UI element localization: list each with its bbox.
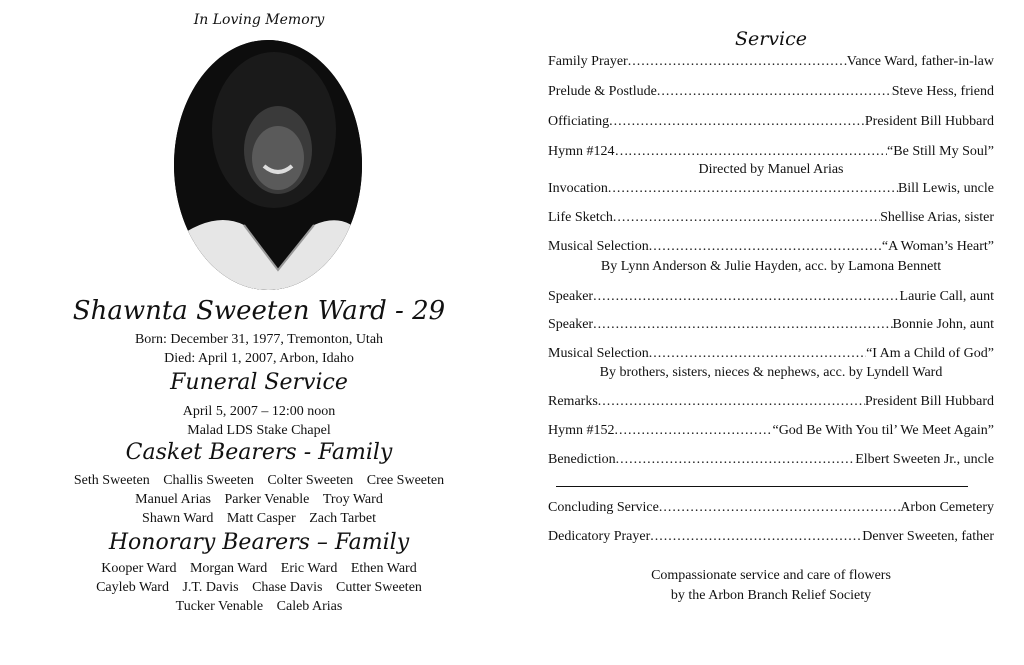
casket-row: [0, 471, 518, 490]
bearer-name: Parker Venable: [224, 492, 310, 507]
bearer-name: Ethen Ward: [350, 561, 417, 576]
program-person: Laurie Call, aunt: [899, 289, 994, 304]
program-person: President Bill Hubbard: [864, 394, 994, 409]
bearer-name: Colter Sweeten: [267, 473, 354, 488]
program-person: Denver Sweeten, father: [862, 529, 994, 544]
program-person: Bill Lewis, uncle: [897, 181, 994, 196]
program-note: By Lynn Anderson & Julie Hayden, acc. by Lamona Bennett: [600, 259, 942, 274]
leader-dots: [657, 83, 892, 101]
bearer-name: Shawn Ward: [142, 511, 214, 526]
leader-dots: [613, 209, 880, 227]
casket-row: [0, 509, 518, 528]
casket-row: [0, 490, 518, 509]
born-line: Born: December 31, 1977, Tremonton, Utah: [134, 332, 384, 347]
bearer-name: Matt Casper: [226, 511, 296, 526]
program-person: “I Am a Child of God”: [866, 346, 994, 361]
program-item: [548, 451, 994, 469]
program-person: Vance Ward, father-in-law: [846, 54, 994, 69]
program-role: Invocation: [548, 181, 608, 196]
program-role: Family Prayer: [548, 54, 628, 69]
honorary-bearers-heading: Honorary Bearers – Family: [108, 530, 410, 555]
bearer-name: Challis Sweeten: [163, 473, 254, 488]
bearer-name: Tucker Venable: [175, 599, 264, 614]
program-note: By brothers, sisters, nieces & nephews, acc. by Lyndell Ward: [599, 365, 943, 380]
program-person: Bonnie John, aunt: [892, 317, 994, 332]
program-person: “God Be With You til’ We Meet Again”: [772, 423, 994, 438]
flowers-note: [548, 566, 994, 606]
leader-dots: [608, 180, 898, 198]
bearer-name: Seth Sweeten: [73, 473, 150, 488]
program-item: [548, 316, 994, 334]
program-person: Shellise Arias, sister: [880, 210, 994, 225]
bearer-name: Cree Sweeten: [366, 473, 445, 488]
leader-dots: [593, 288, 899, 306]
program-item: [548, 238, 994, 256]
honorary-row: [0, 597, 518, 616]
program-role: Dedicatory Prayer: [548, 529, 651, 544]
bearer-name: Zach Tarbet: [309, 511, 376, 526]
bearer-name: Chase Davis: [252, 580, 323, 595]
casket-bearers-list: [0, 471, 518, 528]
section-divider: [556, 486, 968, 487]
program-person: Steve Hess, friend: [891, 84, 994, 99]
service-location: Malad LDS Stake Chapel: [187, 423, 331, 438]
service-heading: Service: [734, 28, 808, 50]
program-role: Musical Selection: [548, 346, 649, 361]
program-role: Remarks: [548, 394, 598, 409]
program-role: Hymn #152: [548, 423, 615, 438]
program-person: “A Woman’s Heart”: [881, 239, 994, 254]
honorary-row: [0, 578, 518, 597]
flowers-note-line: Compassionate service and care of flowers: [651, 568, 891, 583]
program-role: Officiating: [548, 114, 610, 129]
program-item: [548, 345, 994, 363]
program-person: Elbert Sweeten Jr., uncle: [855, 452, 994, 467]
bearer-name: Cayleb Ward: [96, 580, 169, 595]
program-item: [548, 143, 994, 161]
leader-dots: [598, 393, 865, 411]
leader-dots: [593, 316, 892, 334]
service-date-time: April 5, 2007 – 12:00 noon: [182, 404, 336, 419]
leader-dots: [629, 143, 888, 161]
funeral-service-heading: Funeral Service: [170, 370, 348, 395]
program-item: [548, 180, 994, 198]
program-role: Benediction: [548, 452, 616, 467]
program-person: President Bill Hubbard: [864, 114, 994, 129]
leader-dots: [650, 528, 862, 546]
deceased-name: Shawnta Sweeten Ward - 29: [72, 296, 446, 326]
bearer-name: Morgan Ward: [189, 561, 268, 576]
bearer-name: Cutter Sweeten: [335, 580, 422, 595]
leader-dots: [649, 238, 882, 256]
bearer-name: Kooper Ward: [101, 561, 177, 576]
program-role: Prelude & Postlude: [548, 84, 657, 99]
bearer-name: Manuel Arias: [135, 492, 211, 507]
bearer-name: Eric Ward: [280, 561, 338, 576]
program-person: “Be Still My Soul”: [887, 144, 994, 159]
program-role: Concluding Service: [548, 500, 659, 515]
program-role: Speaker: [548, 289, 594, 304]
program-item: [548, 499, 994, 517]
program-item: [548, 422, 994, 440]
leader-dots: [615, 422, 773, 440]
program-item: [548, 83, 994, 101]
program-person: Arbon Cemetery: [900, 500, 994, 515]
casket-bearers-heading: Casket Bearers - Family: [125, 440, 393, 465]
bearer-name: Troy Ward: [322, 492, 383, 507]
program-item: [548, 393, 994, 411]
program-item: [548, 53, 994, 71]
leader-dots: [616, 451, 856, 469]
program-item: [548, 209, 994, 227]
portrait-photo: [174, 40, 362, 290]
program-role: Hymn #124…: [548, 144, 629, 159]
program-item: [548, 288, 994, 306]
honorary-row: [0, 559, 518, 578]
program-role: Life Sketch: [548, 210, 613, 225]
bearer-name: Caleb Arias: [276, 599, 343, 614]
died-line: Died: April 1, 2007, Arbon, Idaho: [164, 351, 354, 366]
portrait-image: [174, 40, 362, 290]
program-role: Speaker: [548, 317, 594, 332]
in-memory-heading: In Loving Memory: [193, 12, 325, 28]
service-panel: [548, 0, 994, 665]
bearer-name: J.T. Davis: [182, 580, 239, 595]
flowers-note-line: by the Arbon Branch Relief Society: [670, 588, 872, 603]
program-item: [548, 113, 994, 131]
leader-dots: [609, 113, 865, 131]
leader-dots: [649, 345, 866, 363]
leader-dots: [659, 499, 900, 517]
program-note: Directed by Manuel Arias: [698, 162, 844, 177]
honorary-bearers-list: [0, 559, 518, 616]
leader-dots: [628, 53, 847, 71]
program-item: [548, 528, 994, 546]
program-role: Musical Selection: [548, 239, 649, 254]
